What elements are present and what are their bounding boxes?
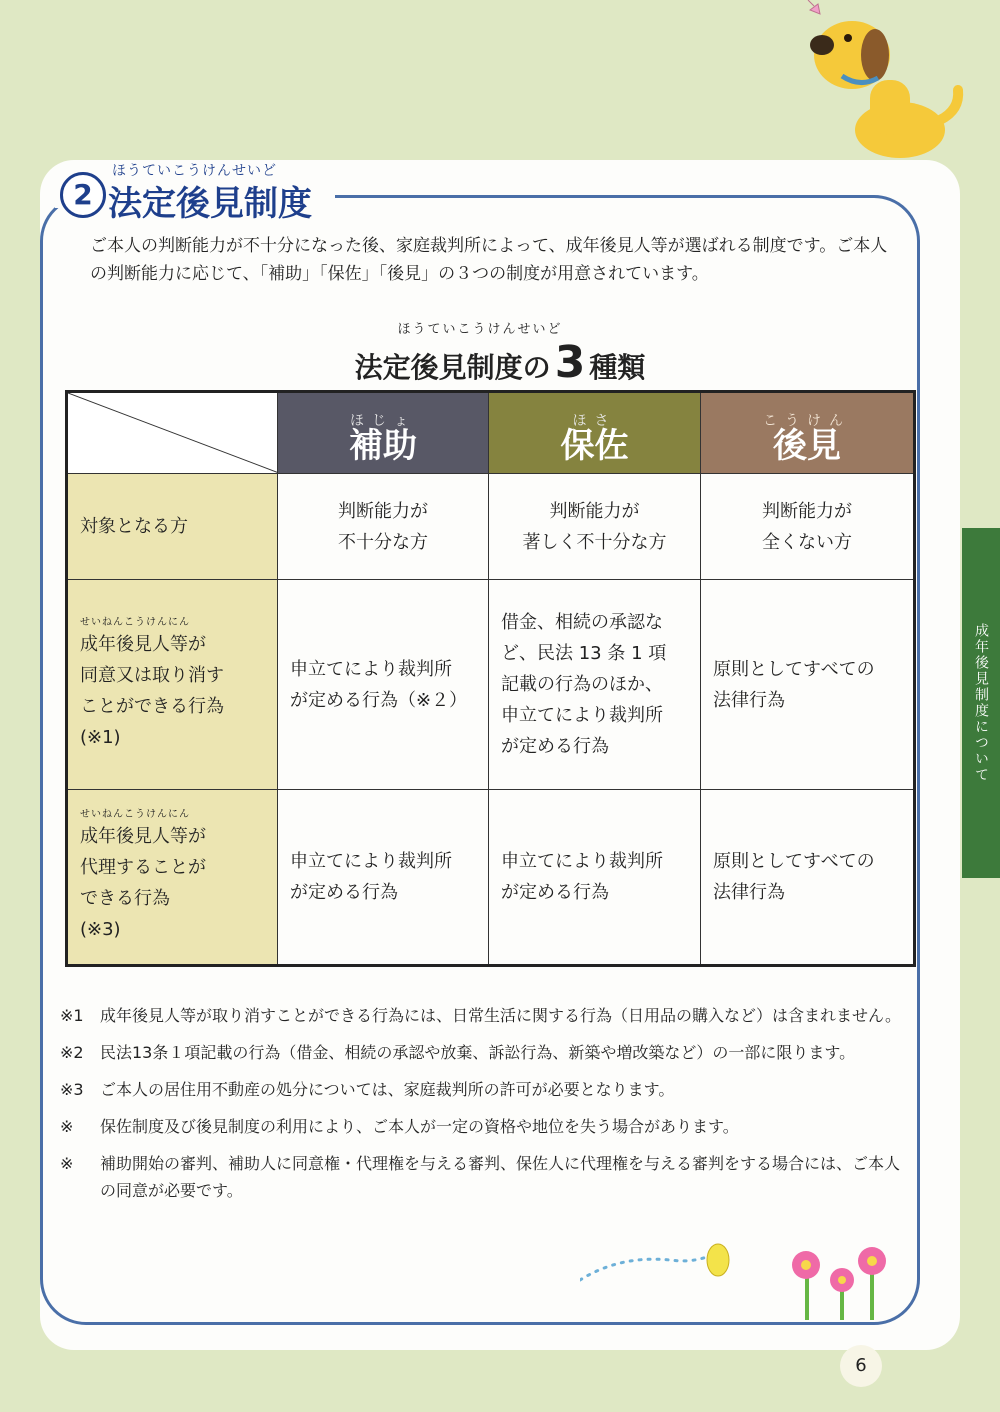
table-corner	[67, 392, 278, 474]
note-item: ※3 ご本人の居住用不動産の処分については、家庭裁判所の許可が必要となります。	[60, 1080, 675, 1099]
dog-illustration-icon	[780, 0, 970, 160]
chart-title-suffix: 種類	[589, 351, 646, 384]
section-title: 法定後見制度	[108, 184, 312, 224]
column-header-hojo	[278, 392, 489, 474]
column-ruby: こうけん	[763, 413, 851, 429]
table-cell: 判断能力が 著しく不十分な方	[489, 474, 701, 580]
notes-list	[60, 1002, 910, 1214]
row-header-ruby: せいねんこうけんにん	[80, 809, 190, 820]
table-cell: 原則としてすべての 法律行為	[701, 790, 915, 966]
flowers-illustration-icon	[580, 1235, 900, 1325]
guardianship-types-table	[65, 390, 916, 967]
table-row	[67, 790, 915, 966]
section-title-ruby: ほうていこうけんせいど	[112, 163, 277, 179]
table-row	[67, 580, 915, 790]
table-cell: 申立てにより裁判所 が定める行為（※２）	[278, 580, 489, 790]
column-ruby: ほさ	[572, 413, 617, 429]
table-cell: 申立てにより裁判所 が定める行為	[278, 790, 489, 966]
table-cell: 判断能力が 不十分な方	[278, 474, 489, 580]
row-header: せいねんこうけんにん 成年後見人等が 代理することが できる行為 (※3)	[67, 790, 278, 966]
table-cell: 判断能力が 全くない方	[701, 474, 915, 580]
row-header: 対象となる方	[67, 474, 278, 580]
note-item: ※ 保佐制度及び後見制度の利用により、ご本人が一定の資格や地位を失う場合があります。	[60, 1117, 739, 1136]
chart-title-ruby: ほうていこうけんせいど	[397, 322, 563, 337]
row-header: せいねんこうけんにん 成年後見人等が 同意又は取り消す ことができる行為 (※1)	[67, 580, 278, 790]
note-item: ※1 成年後見人等が取り消すことができる行為には、日常生活に関する行為（日用品の購入など）は含まれません。	[60, 1006, 901, 1025]
column-header-hosa	[489, 392, 701, 474]
row-header-ruby: せいねんこうけんにん	[80, 616, 190, 628]
chart-title-number: 3	[554, 337, 586, 388]
page-number: 6	[840, 1345, 882, 1387]
chart-title-prefix: 法定後見制度の	[354, 351, 551, 384]
section-number: 2	[60, 172, 106, 218]
table-row	[67, 474, 915, 580]
note-item: ※2 民法13条１項記載の行為（借金、相続の承認や放棄、訴訟行為、新築や増改築など）の一部に限ります。	[60, 1043, 856, 1062]
chart-title	[0, 318, 1000, 388]
column-label: 保佐	[560, 426, 629, 466]
table-cell: 原則としてすべての 法律行為	[701, 580, 915, 790]
column-ruby: ほじょ	[350, 413, 416, 429]
note-item: ※ 補助開始の審判、補助人に同意権・代理権を与える審判、保佐人に代理権を与える審判をする場合には、ご本人の同意が必要です。	[60, 1154, 901, 1200]
table-cell: 借金、相続の承認な ど、民法 13 条 1 項 記載の行為のほか、 申立てにより裁判所 が定める行為	[489, 580, 701, 790]
intro-text: ご本人の判断能力が不十分になった後、家庭裁判所によって、成年後見人等が選ばれる制度です。ご本人の判断能力に応じて、「補助」「保佐」「後見」の３つの制度が用意されています。	[90, 236, 888, 284]
side-tab: 成年後見制度について	[962, 528, 1000, 878]
column-header-kouken	[701, 392, 915, 474]
column-label: 後見	[773, 426, 841, 466]
column-label: 補助	[349, 426, 417, 466]
table-cell: 申立てにより裁判所 が定める行為	[489, 790, 701, 966]
